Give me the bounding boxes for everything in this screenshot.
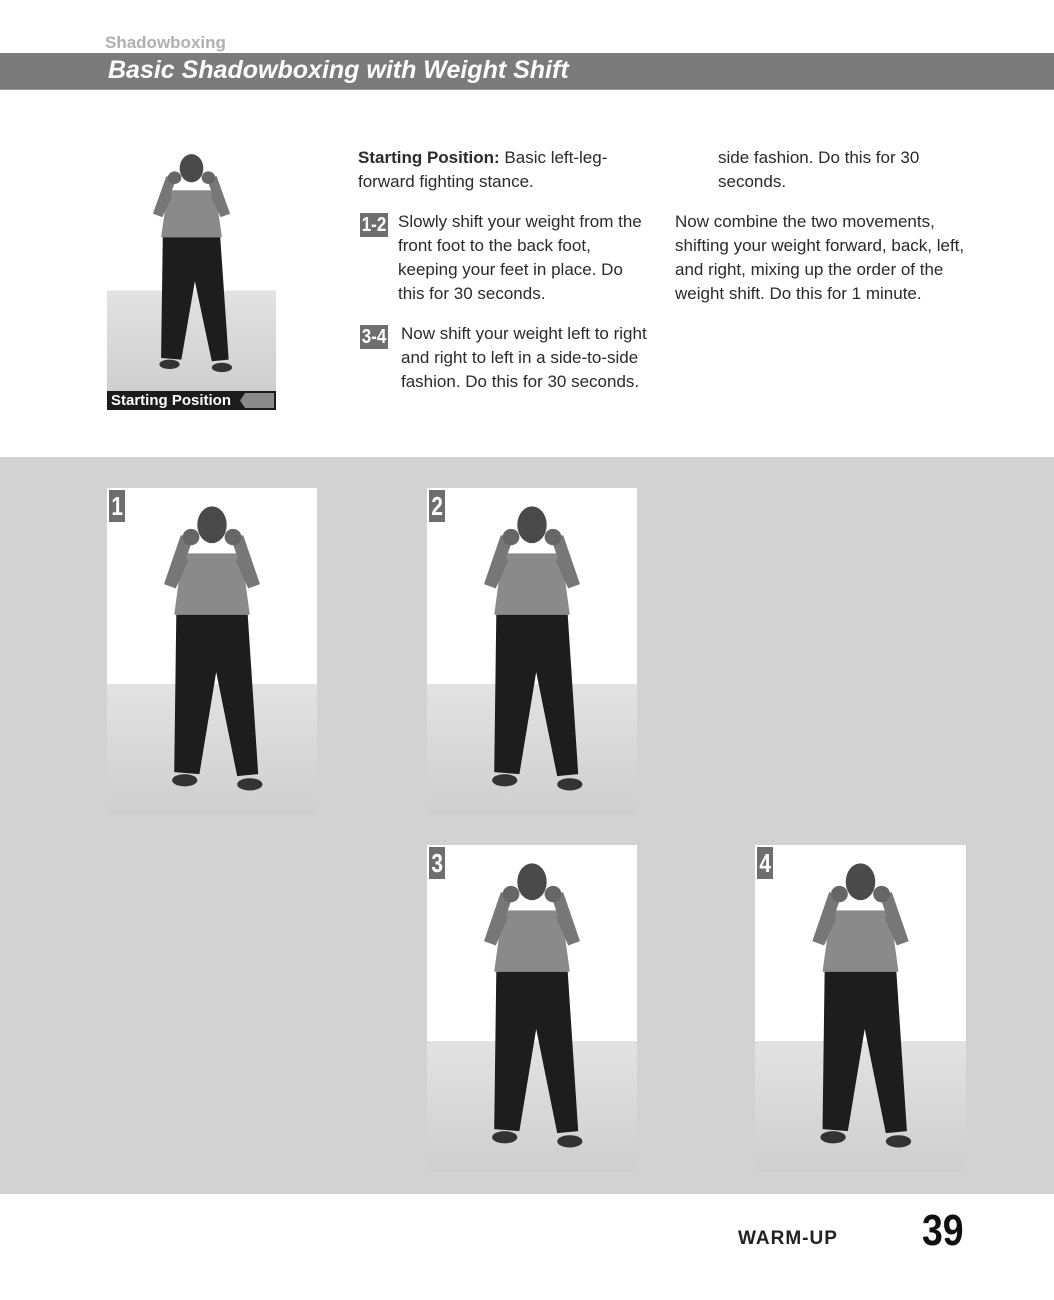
combine-text: Now combine the two movements, shifting your weight forward, back, left, and right, mixing up the order of the weight shift. Do this for 1 minute. bbox=[675, 212, 965, 303]
photo-3 bbox=[427, 845, 637, 1172]
photo-4 bbox=[755, 845, 966, 1172]
starting-position-text bbox=[358, 146, 653, 194]
step-1-2 bbox=[358, 210, 653, 306]
photo-1 bbox=[107, 488, 317, 815]
boxer-figure bbox=[427, 845, 637, 1172]
photo-number: 3 bbox=[429, 847, 445, 879]
boxer-figure bbox=[107, 488, 317, 815]
boxer-figure bbox=[755, 845, 966, 1172]
step-3-4 bbox=[358, 322, 653, 391]
starting-position-photo bbox=[107, 140, 276, 391]
caption-arrow-icon bbox=[240, 393, 274, 408]
starting-position-label: Starting Position: bbox=[358, 148, 500, 167]
step-badge: 1-2 bbox=[361, 214, 387, 236]
step-text: Now shift your weight left to right and right to left in a side-to-side fashion. Do this for 30 seconds. bbox=[401, 324, 647, 391]
caption-text: Starting Position bbox=[111, 392, 231, 409]
photo-2 bbox=[427, 488, 637, 815]
page-number: 39 bbox=[922, 1206, 964, 1255]
photo-caption bbox=[107, 391, 276, 410]
starting-position-body: Basic left-leg-forward fighting stance. bbox=[358, 148, 608, 191]
text-column-2 bbox=[675, 146, 970, 322]
section-label: Shadowboxing bbox=[105, 33, 226, 52]
photo-number: 1 bbox=[109, 490, 125, 522]
photo-number: 4 bbox=[757, 847, 773, 879]
step-3-4-continued: side fashion. Do this for 30 seconds. bbox=[718, 148, 920, 191]
title-bar bbox=[0, 53, 1054, 90]
text-column-1 bbox=[358, 146, 653, 391]
step-badge: 3-4 bbox=[361, 326, 387, 348]
boxer-figure bbox=[107, 140, 276, 391]
step-text: Slowly shift your weight from the front foot to the back foot, keeping your feet in place. Do this for 30 seconds. bbox=[398, 212, 642, 303]
boxer-figure bbox=[427, 488, 637, 815]
page-title: Basic Shadowboxing with Weight Shift bbox=[108, 56, 569, 84]
photo-number: 2 bbox=[429, 490, 445, 522]
chapter-label: WARM-UP bbox=[738, 1228, 838, 1249]
